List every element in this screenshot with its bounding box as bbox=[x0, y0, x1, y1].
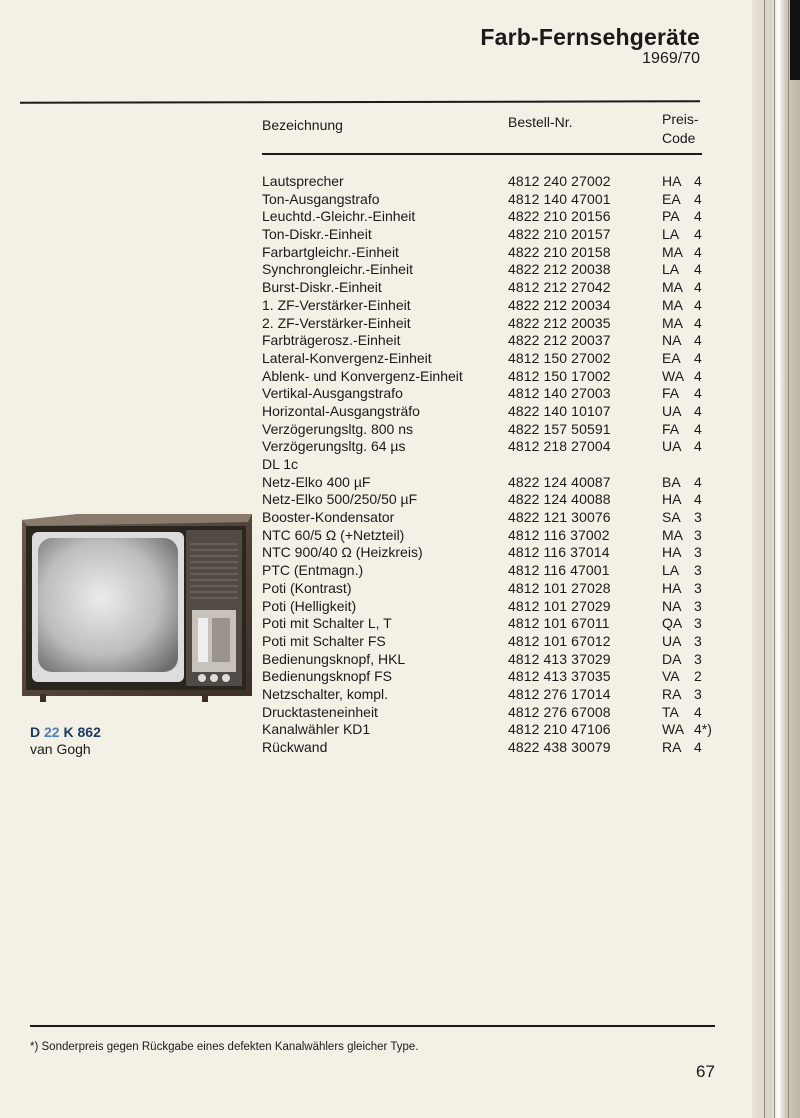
price-code: UA bbox=[662, 438, 682, 455]
part-name: Vertikal-Ausgangstrafo bbox=[262, 385, 403, 402]
table-row bbox=[262, 651, 722, 669]
part-name: Burst-Diskr.-Einheit bbox=[262, 279, 382, 296]
price-code: WA bbox=[662, 367, 685, 384]
price-group: 3 bbox=[694, 544, 702, 561]
price-group: 3 bbox=[694, 650, 702, 667]
price-code: LA bbox=[662, 562, 680, 579]
price-group: 4 bbox=[694, 243, 702, 260]
table-row bbox=[262, 615, 722, 633]
table-row bbox=[262, 633, 722, 651]
order-number: 4822 157 50591 bbox=[508, 420, 611, 437]
table-row bbox=[262, 668, 722, 686]
price-code: UA bbox=[662, 632, 682, 649]
table-row bbox=[262, 350, 722, 368]
part-name: Ablenk- und Konvergenz-Einheit bbox=[262, 367, 463, 384]
table-row bbox=[262, 509, 722, 527]
table-row bbox=[262, 421, 722, 439]
part-name: Synchrongleichr.-Einheit bbox=[262, 261, 413, 278]
parts-table bbox=[262, 173, 722, 757]
price-code: MA bbox=[662, 279, 683, 296]
table-row bbox=[262, 385, 722, 403]
price-header-line-2: Code bbox=[662, 130, 696, 146]
model-size: 22 bbox=[44, 724, 60, 740]
price-group: 4*) bbox=[694, 721, 712, 738]
part-name: Bedienungsknopf, HKL bbox=[262, 650, 406, 667]
price-group: 4 bbox=[694, 367, 702, 384]
price-group: 4 bbox=[694, 385, 702, 402]
price-code: HA bbox=[662, 544, 682, 561]
part-name: Ton-Ausgangstrafo bbox=[262, 190, 380, 207]
table-row bbox=[262, 279, 722, 297]
part-name: Leuchtd.-Gleichr.-Einheit bbox=[262, 208, 416, 225]
price-group: 3 bbox=[694, 509, 702, 526]
price-group: 4 bbox=[694, 491, 702, 508]
part-name: Poti mit Schalter FS bbox=[262, 632, 386, 649]
price-group: 3 bbox=[694, 597, 702, 614]
column-header-price-code bbox=[662, 110, 699, 148]
part-name: Poti (Helligkeit) bbox=[262, 597, 357, 614]
price-code: PA bbox=[662, 208, 680, 225]
part-name: 2. ZF-Verstärker-Einheit bbox=[262, 314, 411, 331]
price-group: 4 bbox=[694, 279, 702, 296]
order-number: 4812 140 27003 bbox=[508, 385, 611, 402]
price-code: FA bbox=[662, 385, 680, 402]
table-row bbox=[262, 580, 722, 598]
order-number: 4812 276 67008 bbox=[508, 703, 611, 720]
table-row bbox=[262, 598, 722, 616]
price-group: 3 bbox=[694, 562, 702, 579]
part-name: Kanalwähler KD1 bbox=[262, 721, 371, 738]
part-name: Bedienungsknopf FS bbox=[262, 668, 392, 685]
price-group: 4 bbox=[694, 261, 702, 278]
table-row bbox=[262, 686, 722, 704]
order-number: 4822 212 20034 bbox=[508, 296, 611, 313]
order-number: 4812 101 67011 bbox=[508, 615, 610, 632]
column-header-order-number: Bestell-Nr. bbox=[508, 114, 573, 130]
page-title: Farb-Fernsehgeräte bbox=[480, 24, 700, 50]
price-group: 4 bbox=[694, 703, 702, 720]
part-name: Rückwand bbox=[262, 739, 328, 755]
tv-set-illustration bbox=[22, 510, 258, 706]
price-code: TA bbox=[662, 703, 679, 720]
part-name: Netz-Elko 400 µF bbox=[262, 473, 371, 490]
price-code: RA bbox=[662, 739, 682, 755]
part-name: Poti (Kontrast) bbox=[262, 579, 352, 596]
price-code: HA bbox=[662, 491, 682, 508]
part-name: Booster-Kondensator bbox=[262, 509, 395, 526]
order-number: 4812 140 47001 bbox=[508, 190, 611, 207]
price-header-line-1: Preis- bbox=[662, 111, 699, 127]
page-stack-edge bbox=[752, 0, 800, 1118]
order-number: 4812 101 27029 bbox=[508, 597, 611, 614]
part-name: NTC 60/5 Ω (+Netzteil) bbox=[262, 526, 405, 543]
order-number: 4822 438 30079 bbox=[508, 739, 611, 755]
header-rule bbox=[262, 153, 702, 155]
price-group: 4 bbox=[694, 190, 702, 207]
price-code: MA bbox=[662, 526, 683, 543]
price-code: EA bbox=[662, 349, 681, 366]
table-row bbox=[262, 527, 722, 545]
model-name: van Gogh bbox=[30, 741, 91, 757]
price-group: 4 bbox=[694, 332, 702, 349]
table-row bbox=[262, 226, 722, 244]
price-code: SA bbox=[662, 509, 681, 526]
order-number: 4822 212 20035 bbox=[508, 314, 611, 331]
price-group: 3 bbox=[694, 579, 702, 596]
price-code: NA bbox=[662, 597, 682, 614]
price-group: 2 bbox=[694, 668, 702, 685]
price-code: HA bbox=[662, 579, 682, 596]
model-number bbox=[30, 724, 101, 741]
footer-rule bbox=[30, 1025, 715, 1027]
top-rule bbox=[20, 100, 700, 103]
part-name: Farbträgerosz.-Einheit bbox=[262, 332, 401, 349]
price-code: EA bbox=[662, 190, 681, 207]
part-name: Verzögerungsltg. 64 µs bbox=[262, 438, 406, 455]
table-row bbox=[262, 368, 722, 386]
order-number: 4822 210 20158 bbox=[508, 243, 611, 260]
price-group: 3 bbox=[694, 615, 702, 632]
price-code: QA bbox=[662, 615, 683, 632]
model-prefix: D bbox=[30, 724, 41, 740]
price-group: 4 bbox=[694, 208, 702, 225]
price-code: NA bbox=[662, 332, 682, 349]
price-group: 3 bbox=[694, 685, 702, 702]
part-name: DL 1c bbox=[262, 456, 299, 472]
price-code: HA bbox=[662, 173, 682, 189]
price-code: FA bbox=[662, 420, 680, 437]
price-group: 4 bbox=[694, 173, 702, 189]
price-code: DA bbox=[662, 650, 682, 667]
price-group: 4 bbox=[694, 296, 702, 313]
order-number: 4822 124 40088 bbox=[508, 491, 611, 508]
price-group: 4 bbox=[694, 438, 702, 455]
table-row bbox=[262, 562, 722, 580]
part-name: Drucktasteneinheit bbox=[262, 703, 378, 720]
part-name: Horizontal-Ausgangsträfo bbox=[262, 402, 420, 419]
price-group: 4 bbox=[694, 226, 702, 243]
part-name: Farbartgleichr.-Einheit bbox=[262, 243, 399, 260]
order-number: 4812 150 17002 bbox=[508, 367, 611, 384]
table-row bbox=[262, 173, 722, 191]
table-row bbox=[262, 456, 722, 474]
page-number: 67 bbox=[696, 1062, 715, 1081]
price-group: 4 bbox=[694, 420, 702, 437]
order-number: 4812 413 37035 bbox=[508, 668, 611, 685]
order-number: 4812 413 37029 bbox=[508, 650, 611, 667]
order-number: 4812 210 47106 bbox=[508, 721, 611, 738]
order-number: 4822 210 20157 bbox=[508, 226, 611, 243]
table-row bbox=[262, 474, 722, 492]
order-number: 4812 116 37014 bbox=[508, 544, 610, 561]
table-row bbox=[262, 403, 722, 421]
table-row bbox=[262, 332, 722, 350]
table-row bbox=[262, 315, 722, 333]
table-row bbox=[262, 544, 722, 562]
table-row bbox=[262, 704, 722, 722]
order-number: 4812 212 27042 bbox=[508, 279, 611, 296]
price-code: MA bbox=[662, 314, 683, 331]
column-header-name: Bezeichnung bbox=[262, 117, 343, 133]
price-code: RA bbox=[662, 685, 682, 702]
part-name: Netzschalter, kompl. bbox=[262, 685, 389, 702]
footnote: *) Sonderpreis gegen Rückgabe eines defekten Kanalwählers gleicher Type. bbox=[30, 1041, 419, 1053]
table-row bbox=[262, 739, 722, 757]
part-name: Lautsprecher bbox=[262, 173, 344, 189]
price-group: 4 bbox=[694, 349, 702, 366]
table-row bbox=[262, 244, 722, 262]
order-number: 4812 101 27028 bbox=[508, 579, 611, 596]
price-group: 4 bbox=[694, 473, 702, 490]
part-name: Poti mit Schalter L, T bbox=[262, 615, 392, 632]
part-name: Ton-Diskr.-Einheit bbox=[262, 226, 372, 243]
order-number: 4812 218 27004 bbox=[508, 438, 611, 455]
price-code: MA bbox=[662, 243, 683, 260]
order-number: 4822 140 10107 bbox=[508, 402, 611, 419]
table-row bbox=[262, 438, 722, 456]
price-group: 4 bbox=[694, 402, 702, 419]
part-name: 1. ZF-Verstärker-Einheit bbox=[262, 296, 411, 313]
order-number: 4822 212 20037 bbox=[508, 332, 611, 349]
price-group: 4 bbox=[694, 739, 702, 755]
order-number: 4812 116 37002 bbox=[508, 526, 610, 543]
order-number: 4822 121 30076 bbox=[508, 509, 611, 526]
price-group: 3 bbox=[694, 632, 702, 649]
part-name: Lateral-Konvergenz-Einheit bbox=[262, 349, 432, 366]
price-code: LA bbox=[662, 226, 680, 243]
price-group: 4 bbox=[694, 314, 702, 331]
order-number: 4812 116 47001 bbox=[508, 562, 610, 579]
order-number: 4822 212 20038 bbox=[508, 261, 611, 278]
part-name: PTC (Entmagn.) bbox=[262, 562, 364, 579]
table-row bbox=[262, 261, 722, 279]
order-number: 4812 150 27002 bbox=[508, 349, 611, 366]
page-year: 1969/70 bbox=[642, 50, 700, 67]
price-group: 3 bbox=[694, 526, 702, 543]
order-number: 4812 276 17014 bbox=[508, 685, 611, 702]
order-number: 4822 210 20156 bbox=[508, 208, 611, 225]
table-row bbox=[262, 491, 722, 509]
model-series: K bbox=[63, 724, 74, 740]
model-code: 862 bbox=[77, 724, 101, 740]
order-number: 4822 124 40087 bbox=[508, 473, 611, 490]
table-row bbox=[262, 297, 722, 315]
price-code: MA bbox=[662, 296, 683, 313]
price-code: WA bbox=[662, 721, 685, 738]
order-number: 4812 240 27002 bbox=[508, 173, 611, 189]
table-row bbox=[262, 721, 722, 739]
index-tab bbox=[790, 0, 800, 80]
part-name: Netz-Elko 500/250/50 µF bbox=[262, 491, 418, 508]
price-code: UA bbox=[662, 402, 682, 419]
part-name: NTC 900/40 Ω (Heizkreis) bbox=[262, 544, 423, 561]
order-number: 4812 101 67012 bbox=[508, 632, 611, 649]
part-name: Verzögerungsltg. 800 ns bbox=[262, 420, 413, 437]
price-code: BA bbox=[662, 473, 681, 490]
table-row bbox=[262, 191, 722, 209]
model-caption bbox=[30, 724, 101, 758]
table-row bbox=[262, 208, 722, 226]
price-code: LA bbox=[662, 261, 680, 278]
price-code: VA bbox=[662, 668, 680, 685]
